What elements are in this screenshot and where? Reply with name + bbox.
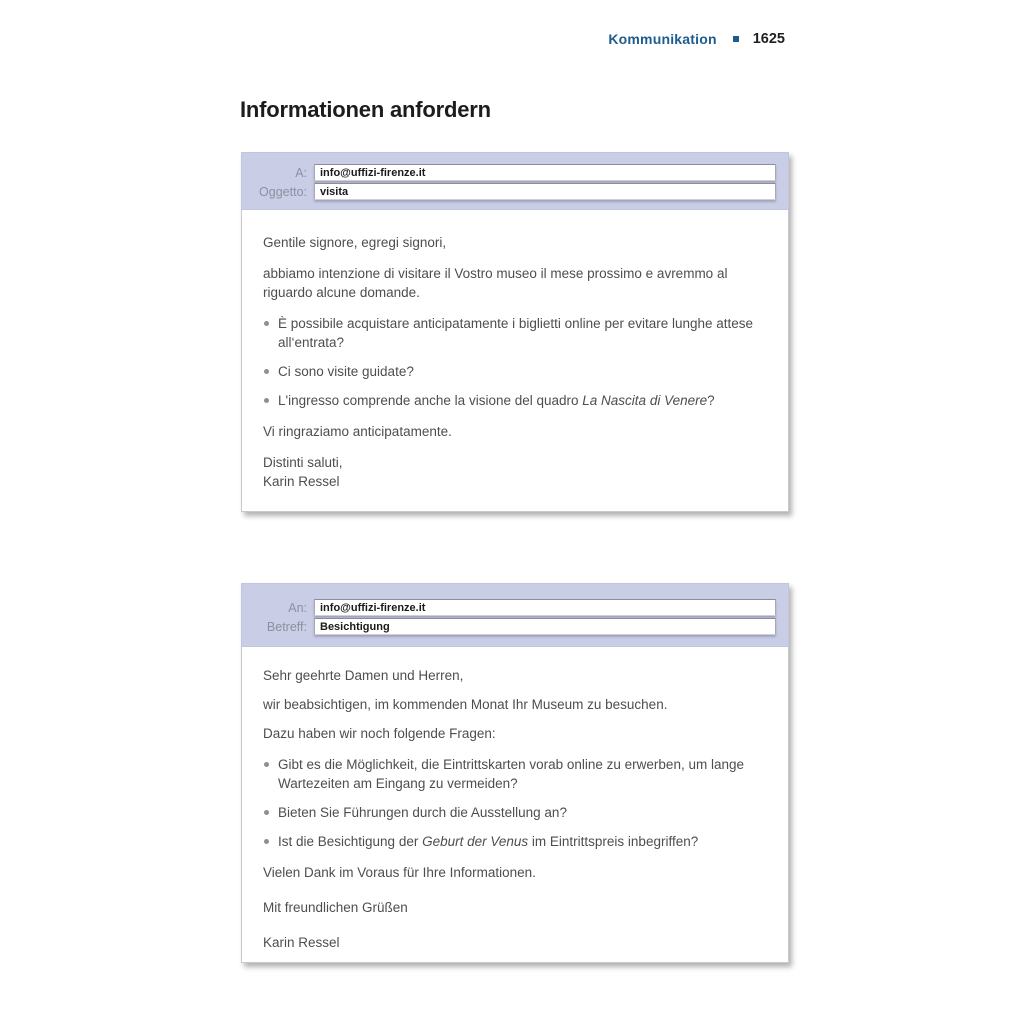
email-card-italian xyxy=(241,152,789,512)
question-list xyxy=(263,314,760,410)
subject-field-row xyxy=(242,183,776,200)
bullet-icon xyxy=(264,762,269,767)
section-label: Kommunikation xyxy=(608,31,717,47)
bullet-icon xyxy=(264,369,269,374)
list-item-text: L'ingresso comprende anche la visione del quadro xyxy=(278,393,583,408)
subject-field-row xyxy=(242,618,776,635)
list-item-tail: ? xyxy=(707,393,715,408)
email-header-german xyxy=(241,583,789,647)
subject-field-input[interactable] xyxy=(314,618,776,635)
to-field-label: An: xyxy=(288,600,307,615)
page-title: Informationen anfordern xyxy=(240,97,491,122)
closing-line: Distinti saluti, xyxy=(263,455,343,470)
list-item-text: È possibile acquistare anticipatamente i biglietti online per evitare lunghe attese all‘entrata? xyxy=(278,316,754,350)
question-list xyxy=(263,755,760,851)
list-item xyxy=(263,314,760,352)
square-separator-icon xyxy=(733,36,739,42)
list-item-text: Gibt es die Möglichkeit, die Eintrittskarten vorab online zu erwerben, um lange Wartezeiten am Eingang zu vermeiden? xyxy=(278,757,744,791)
salutation: Gentile signore, egregi signori, xyxy=(263,235,447,250)
list-item-text: Ci sono visite guidate? xyxy=(278,364,414,379)
email-card-german xyxy=(241,583,789,963)
intro-paragraph-2: Dazu haben wir noch folgende Fragen: xyxy=(263,726,496,741)
subject-field-label: Betreff: xyxy=(266,619,307,634)
list-item-italic: Geburt der Venus xyxy=(422,834,529,849)
bullet-icon xyxy=(264,398,269,403)
bullet-icon xyxy=(264,839,269,844)
list-item-italic: La Nascita di Venere xyxy=(582,393,708,408)
email-body-german xyxy=(241,647,789,963)
email-body-italian xyxy=(241,210,789,512)
bullet-icon xyxy=(264,321,269,326)
to-field-label: A: xyxy=(295,165,307,180)
list-item xyxy=(263,391,760,410)
page-number: 1625 xyxy=(752,31,785,47)
subject-field-label: Oggetto: xyxy=(259,184,307,199)
list-item-text: Ist die Besichtigung der xyxy=(278,834,423,849)
to-field-input[interactable] xyxy=(314,599,776,616)
closing-line: Mit freundlichen Grüßen xyxy=(263,900,408,915)
bullet-icon xyxy=(264,810,269,815)
signature-name: Karin Ressel xyxy=(263,474,340,489)
salutation: Sehr geehrte Damen und Herren, xyxy=(263,668,464,683)
signature-name: Karin Ressel xyxy=(263,935,340,950)
to-field-input[interactable] xyxy=(314,164,776,181)
thanks-line: Vi ringraziamo anticipatamente. xyxy=(263,424,452,439)
email-header-italian xyxy=(241,152,789,210)
intro-paragraph: wir beabsichtigen, im kommenden Monat Ihr Museum zu besuchen. xyxy=(263,697,668,712)
list-item-text: Bieten Sie Führungen durch die Ausstellung an? xyxy=(278,805,567,820)
list-item-tail: im Eintrittspreis inbegriffen? xyxy=(528,834,699,849)
running-head xyxy=(608,31,785,47)
list-item xyxy=(263,832,760,851)
list-item xyxy=(263,362,760,381)
to-field-row xyxy=(242,164,776,181)
intro-paragraph: abbiamo intenzione di visitare il Vostro museo il mese prossimo e avremmo al riguardo alcune domande. xyxy=(263,266,728,300)
to-field-row xyxy=(242,599,776,616)
list-item xyxy=(263,755,760,793)
subject-field-input[interactable] xyxy=(314,183,776,200)
list-item xyxy=(263,803,760,822)
signature-block xyxy=(263,453,760,491)
thanks-line: Vielen Dank im Voraus für Ihre Informationen. xyxy=(263,865,536,880)
